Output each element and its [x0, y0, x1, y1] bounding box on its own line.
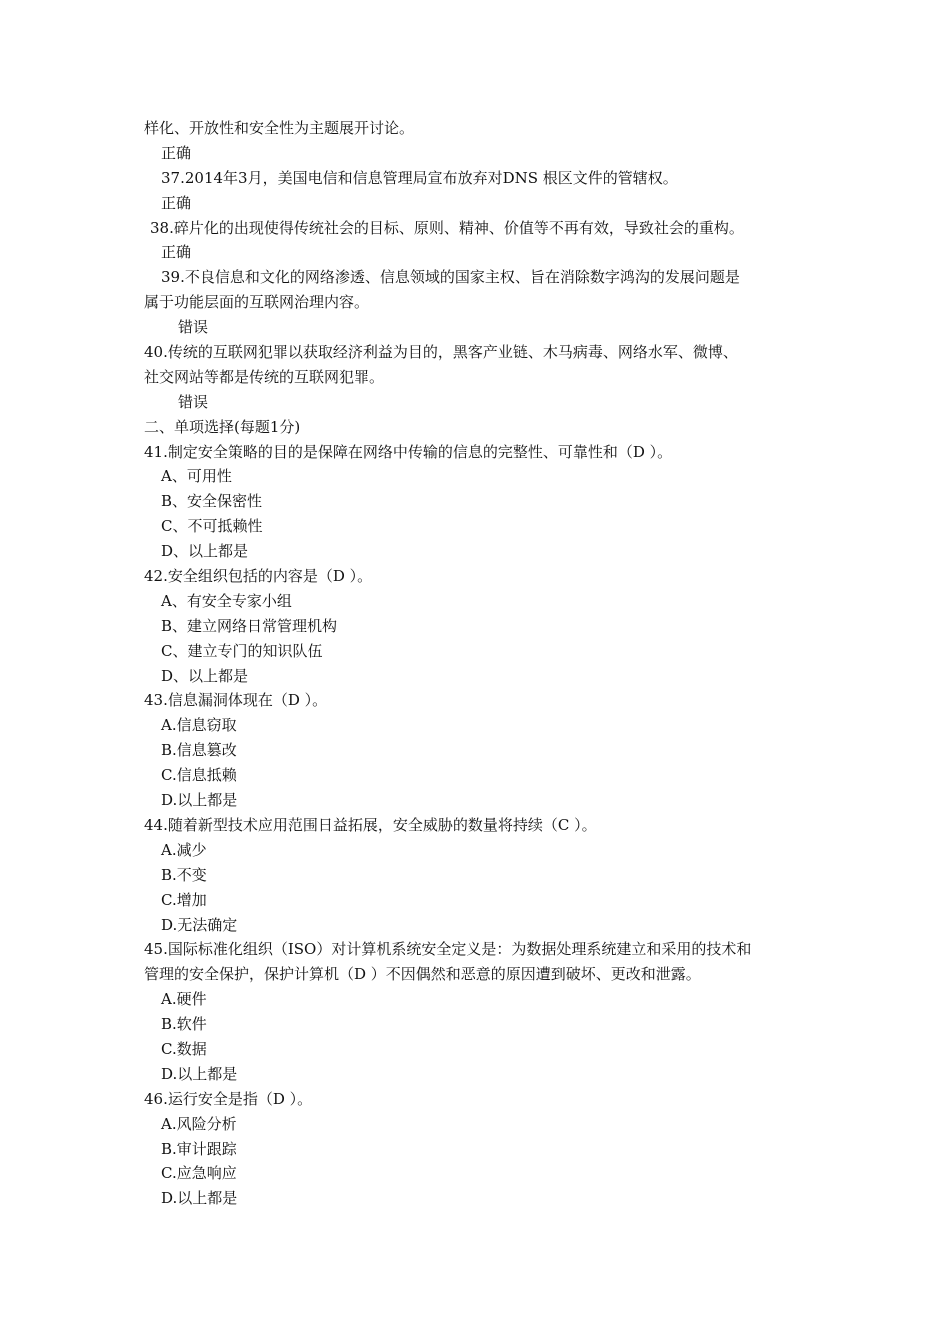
text-line: A.减少 [161, 840, 207, 859]
text-line: D.以上都是 [161, 1189, 238, 1208]
text-line: 43.信息漏洞体现在（D ）。 [144, 691, 328, 710]
text-line: 正确 [161, 143, 192, 162]
text-line: D、以上都是 [161, 542, 249, 561]
text-line: 属于功能层面的互联网治理内容。 [144, 293, 370, 312]
text-line: 40.传统的互联网犯罪以获取经济利益为目的，黑客产业链、木马病毒、网络水军、微博、 [144, 343, 738, 362]
text-line: C.信息抵赖 [161, 766, 237, 785]
text-line: 错误 [178, 318, 209, 337]
text-line: B.信息篡改 [161, 741, 237, 760]
text-line: 管理的安全保护，保护计算机（D ）不因偶然和恶意的原因遭到破坏、更改和泄露。 [144, 965, 701, 984]
text-line: 37.2014年3月，美国电信和信息管理局宣布放弃对DNS 根区文件的管辖权。 [161, 168, 678, 187]
text-line: A.风险分析 [161, 1114, 237, 1133]
text-line: 41.制定安全策略的目的是保障在网络中传输的信息的完整性、可靠性和（D ）。 [144, 442, 673, 461]
text-line: A、可用性 [161, 467, 232, 486]
text-line: A.信息窃取 [161, 716, 237, 735]
text-line: D.无法确定 [161, 915, 238, 934]
text-line: D、以上都是 [161, 666, 249, 685]
text-line: D.以上都是 [161, 1064, 238, 1083]
text-line: 正确 [161, 193, 192, 212]
text-line: 45.国际标准化组织（ISO）对计算机系统安全定义是：为数据处理系统建立和采用的技术和 [144, 940, 752, 959]
text-line: C.增加 [161, 890, 207, 909]
text-line: A.硬件 [161, 990, 207, 1009]
text-line: C.数据 [161, 1039, 207, 1058]
text-line: 样化、开放性和安全性为主题展开讨论。 [144, 119, 415, 137]
document-body [144, 116, 824, 1211]
text-line: 46.运行安全是指（D ）。 [144, 1089, 313, 1108]
text-line: 44.随着新型技术应用范围日益拓展，安全威胁的数量将持续（C ）。 [144, 815, 597, 834]
text-line: B、建立网络日常管理机构 [161, 616, 338, 635]
text-line: 正确 [161, 243, 192, 262]
text-line: C、不可抵赖性 [161, 517, 263, 536]
text-line: 42.安全组织包括的内容是（D ）。 [144, 567, 373, 586]
text-line: B.不变 [161, 865, 207, 884]
text-line: C.应急响应 [161, 1164, 237, 1183]
text-line: B.软件 [161, 1015, 207, 1034]
text-line: 错误 [178, 392, 209, 411]
text-line: 社交网站等都是传统的互联网犯罪。 [144, 367, 385, 386]
text-line: 38.碎片化的出现使得传统社会的目标、原则、精神、价值等不再有效，导致社会的重构。 [150, 218, 744, 237]
text-line: 二、单项选择(每题1分) [144, 417, 301, 436]
text-line: C、建立专门的知识队伍 [161, 641, 323, 660]
text-line: A、有安全专家小组 [161, 591, 292, 610]
text-line: B、安全保密性 [161, 492, 263, 511]
text-line: B.审计跟踪 [161, 1139, 237, 1158]
text-line: 39.不良信息和文化的网络渗透、信息领域的国家主权、旨在消除数字鸿沟的发展问题是 [161, 268, 740, 287]
text-line: D.以上都是 [161, 791, 238, 810]
